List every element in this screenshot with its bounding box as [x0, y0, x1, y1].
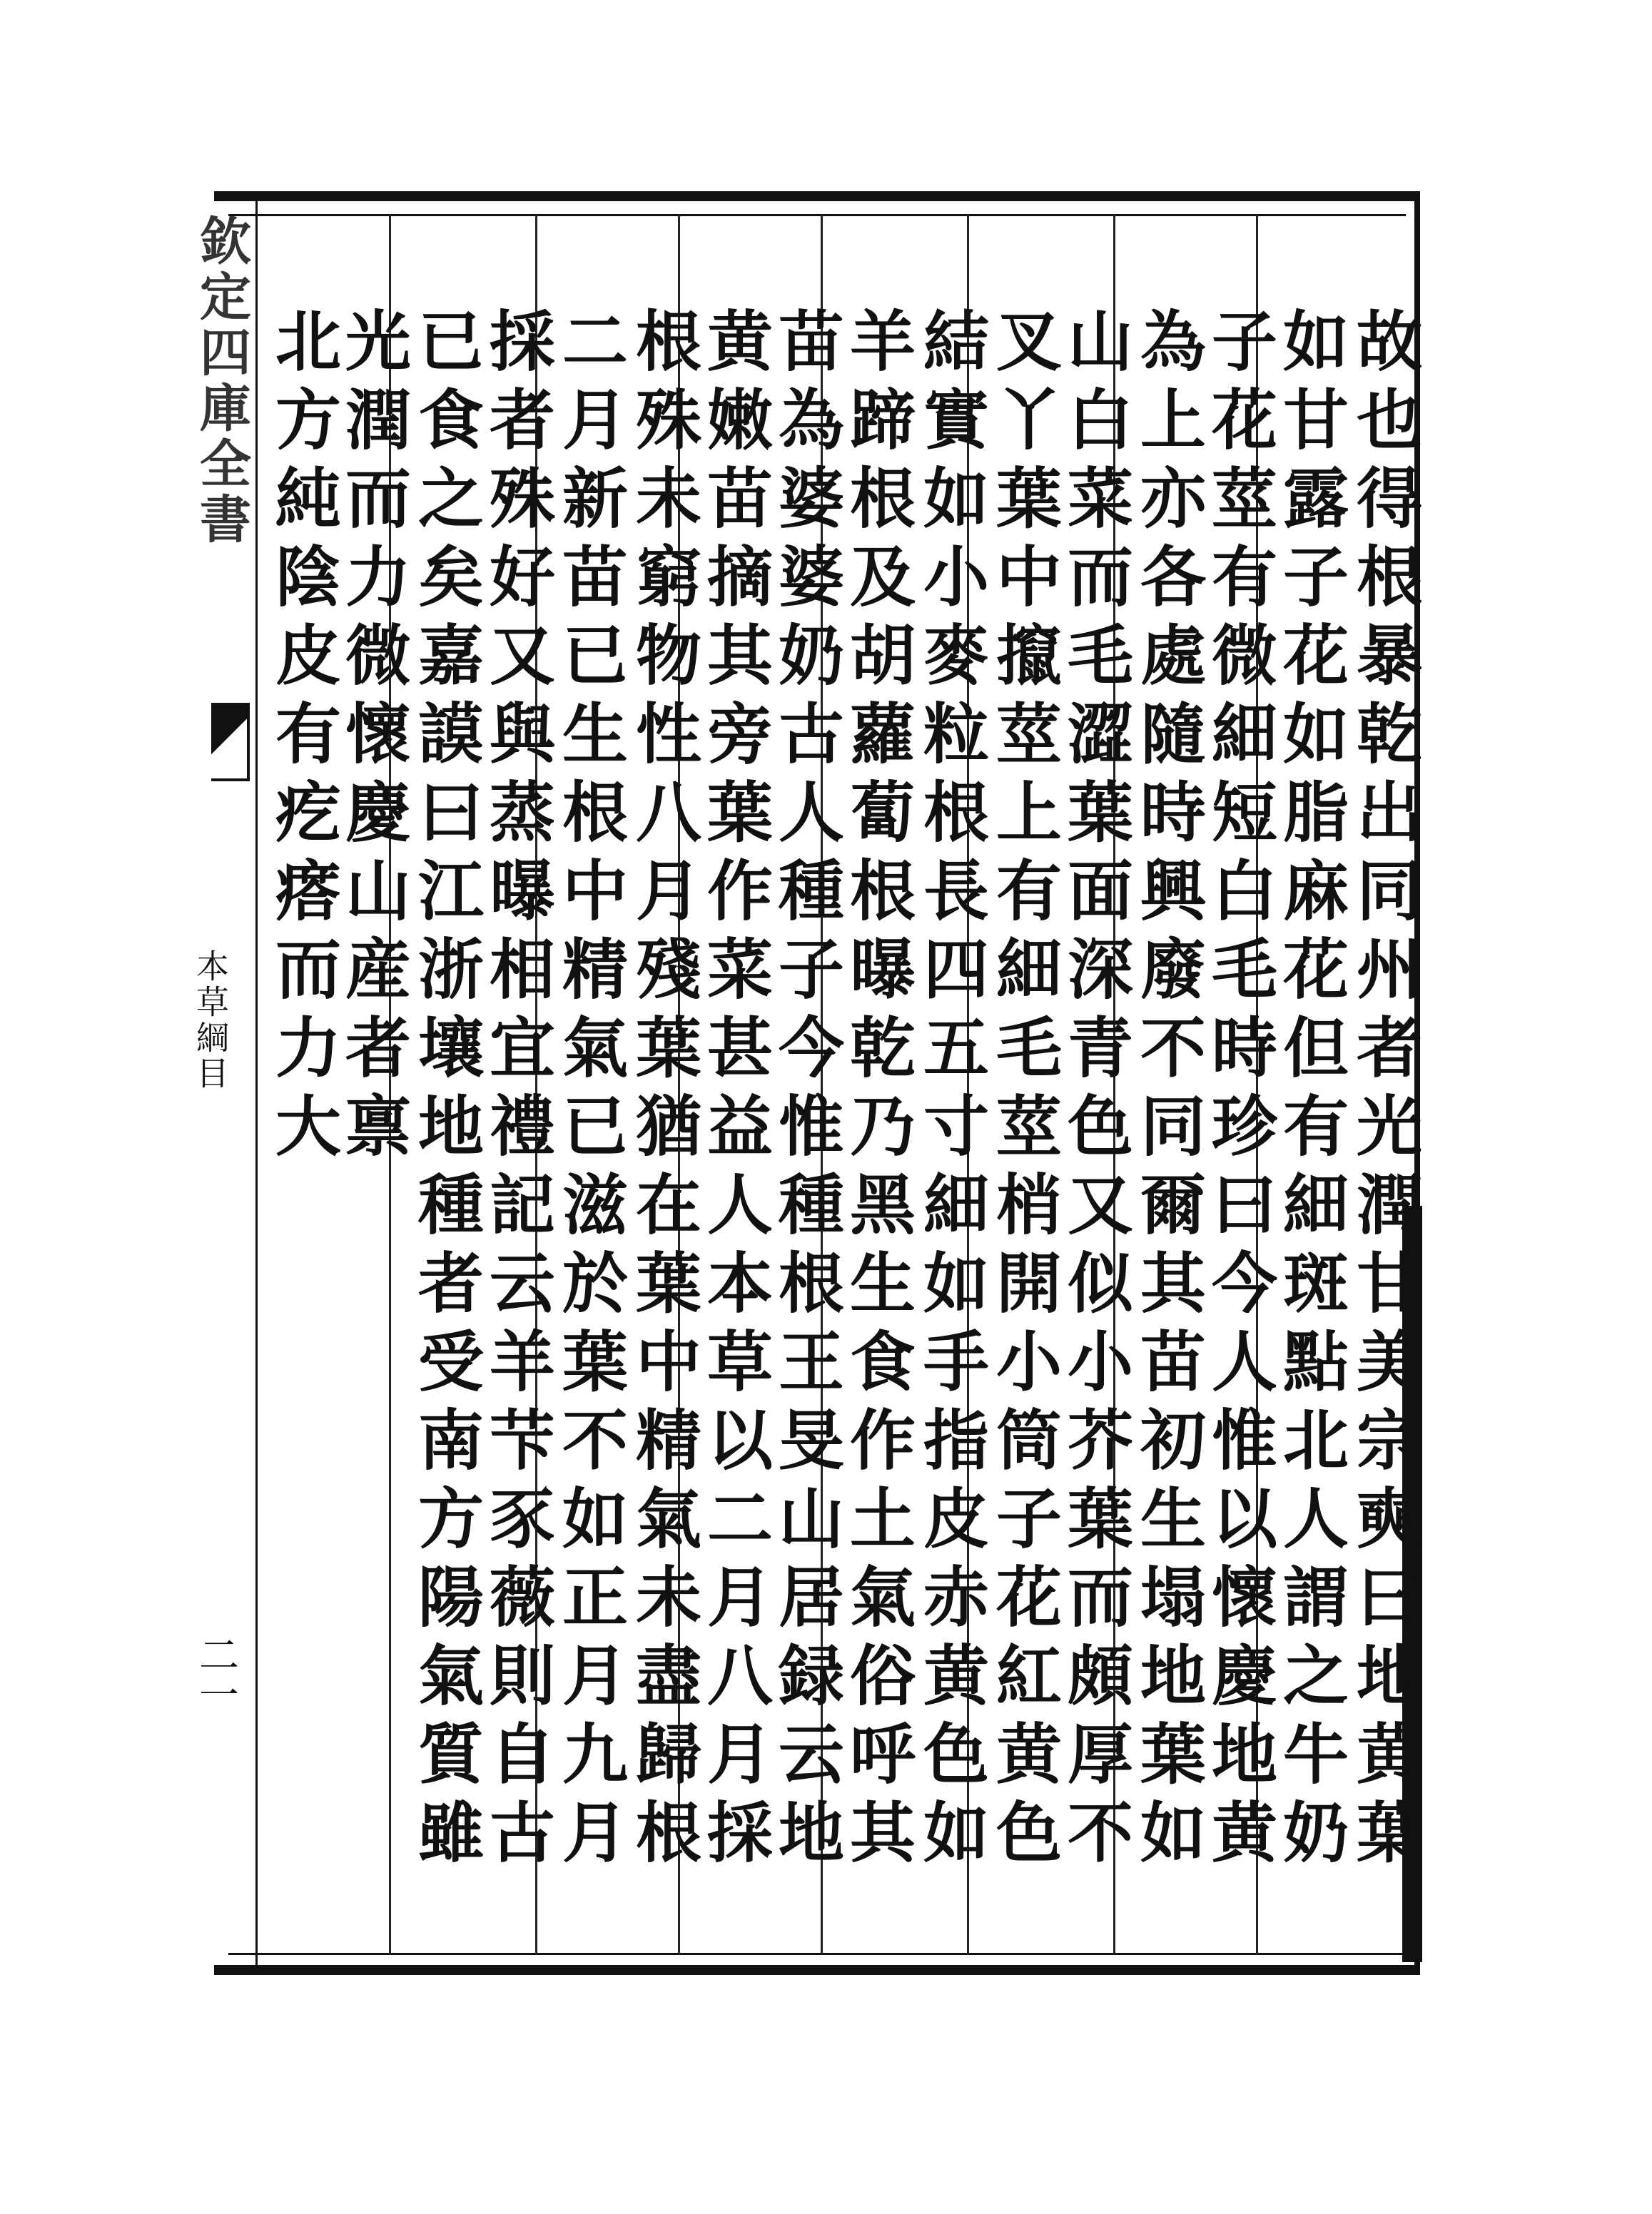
- text-column: 北方純陰皮有疙瘩而力大: [265, 307, 342, 1170]
- margin-book-name: 本草綱目: [191, 949, 230, 1092]
- text-column: 如甘露子花如脂麻花但有細斑點北人謂之牛奶: [1272, 307, 1349, 1877]
- text-column: 山白菜而毛澀葉面深青色又似小芥葉而頗厚不: [1057, 307, 1134, 1877]
- text-column: 黄嫩苗摘其旁葉作菜甚益人本草以二月八月採: [696, 307, 774, 1877]
- text-column: 結實如小麥粒根長四五寸細如手指皮赤黄色如: [913, 307, 990, 1877]
- text-column: 子花莖有微細短白毛時珍曰今人惟以懷慶地黄: [1201, 307, 1278, 1877]
- text-column: 苗為婆婆奶古人種子今惟種根王旻山居録云地: [768, 307, 845, 1877]
- text-column: 已食之矣嘉謨曰江浙壤地種者受南方陽氣質雖: [407, 307, 485, 1877]
- text-column: 為上亦各處隨時興廢不同爾其苗初生塌地葉如: [1130, 307, 1207, 1877]
- text-column: 叉丫葉中攛莖上有細毛莖梢開小筒子花紅黄色: [985, 307, 1063, 1877]
- text-column: 故也得根暴乾出同州者光潤甘美宗奭曰地黄葉: [1346, 307, 1423, 1877]
- margin-title: 欽定四庫全書: [191, 214, 252, 548]
- margin-page-number: 二一: [193, 1634, 239, 1714]
- text-column: 採者殊好又與蒸曝相宜禮記云羊芐豕薇則自古: [479, 307, 556, 1877]
- text-column: 根殊未窮物性八月殘葉猶在葉中精氣未盡歸根: [625, 307, 702, 1877]
- text-column: 二月新苗已生根中精氣已滋於葉不如正月九月: [552, 307, 629, 1877]
- text-column: 羊蹄根及胡蘿蔔根曝乾乃黑生食作土氣俗呼其: [839, 307, 916, 1877]
- text-column: 光潤而力微懷慶山産者禀: [335, 307, 412, 1170]
- fish-tail-mark-icon: [211, 703, 250, 781]
